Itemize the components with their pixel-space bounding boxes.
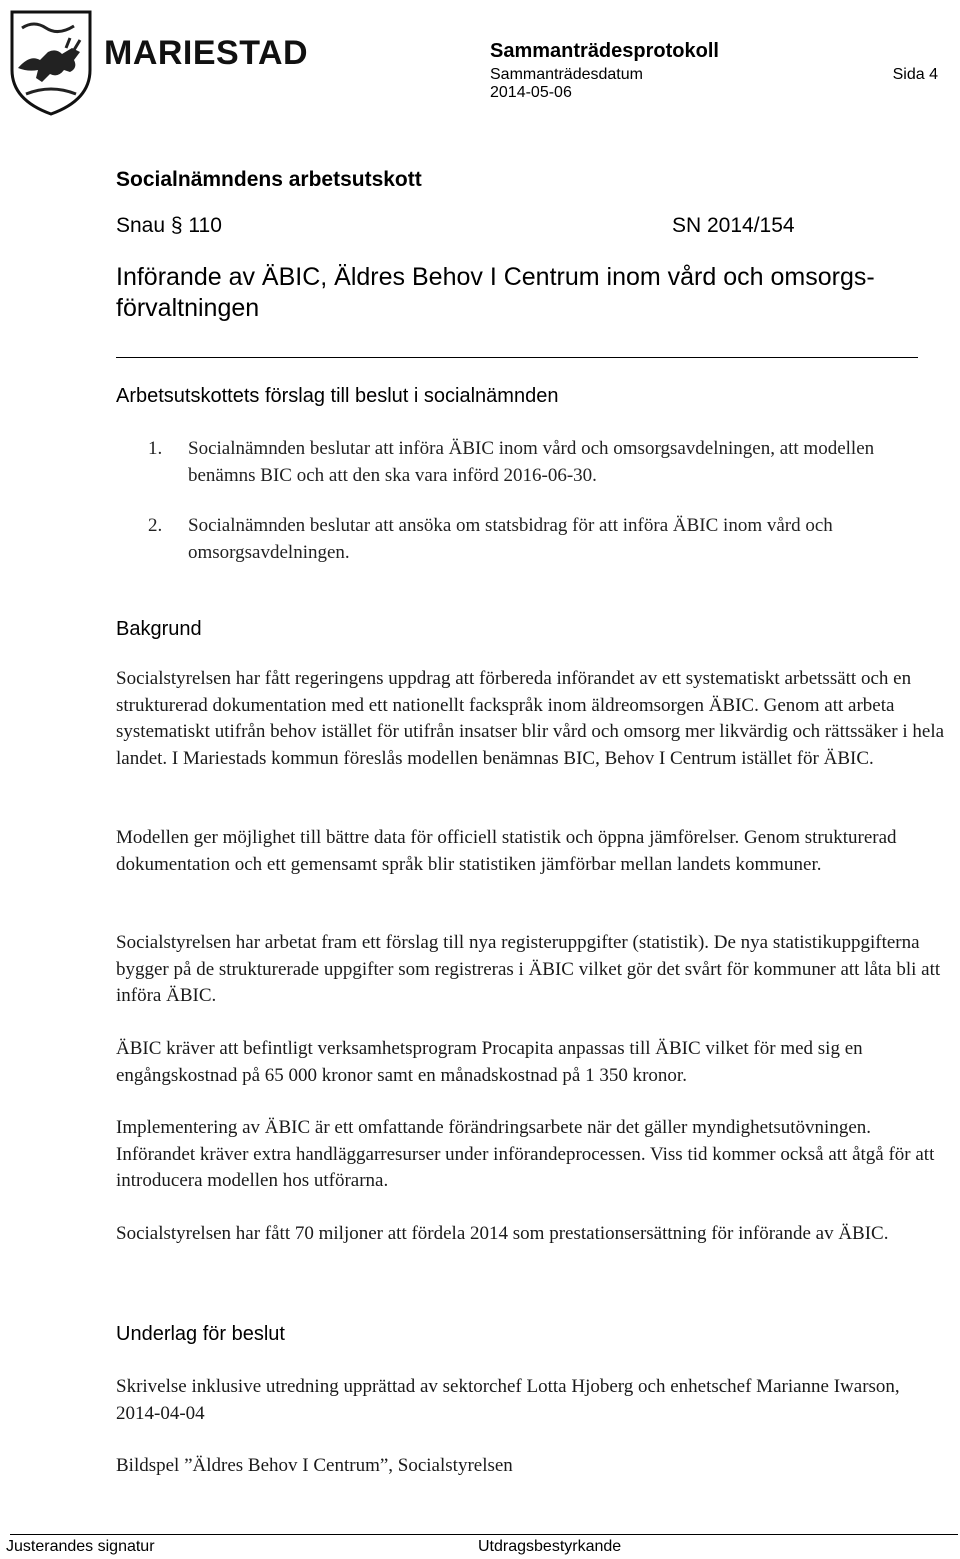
footer-divider — [10, 1534, 958, 1535]
item-text: Socialnämnden beslutar att ansöka om statsbidrag för att införa ÄBIC inom vård och omsorgsavdelningen. — [188, 515, 833, 563]
item-number: 1. — [148, 438, 163, 459]
background-paragraph: Implementering av ÄBIC är ett omfattande förändringsarbete när det gäller myndighetsutövningen. Införandet kräver extra handläggarresurser under införandeprocessen. Viss tid kommer också att åtgå för att introducera modellen hos utförarna. — [116, 1117, 935, 1191]
item-text: Socialnämnden beslutar att införa ÄBIC inom vård och omsorgsavdelningen, att modellen benämns BIC och att den ska vara införd 2016-06-30. — [188, 438, 875, 486]
background-paragraph: Modellen ger möjlighet till bättre data för officiell statistik och öppna jämförelser. Genom strukturerad dokumentation och ett gemensamt språk blir statistiken jämförbar mellan landets kommuner. — [116, 827, 897, 875]
logo-wordmark: MARIESTAD — [104, 34, 309, 72]
document-title: Sammanträdesprotokoll — [490, 40, 719, 62]
mariestad-coat-of-arms-icon — [8, 8, 94, 118]
proposal-item — [148, 436, 918, 492]
reference-item: Bildspel ”Äldres Behov I Centrum”, Socialstyrelsen — [116, 1455, 513, 1476]
meeting-date-label: Sammanträdesdatum — [490, 66, 643, 83]
item-number: 2. — [148, 515, 163, 536]
page-number: Sida 4 — [892, 66, 938, 83]
subject-title: Införande av ÄBIC, Äldres Behov I Centrum inom vård och omsorgs-förvaltningen — [116, 263, 875, 322]
extract-certification-label: Utdragsbestyrkande — [478, 1538, 622, 1555]
divider-line — [116, 357, 918, 358]
proposal-heading: Arbetsutskottets förslag till beslut i socialnämnden — [116, 385, 559, 407]
committee-heading: Socialnämndens arbetsutskott — [116, 168, 422, 191]
case-number: SN 2014/154 — [672, 214, 795, 237]
basis-for-decision-heading: Underlag för beslut — [116, 1323, 285, 1345]
background-paragraph: ÄBIC kräver att befintligt verksamhetsprogram Procapita anpassas till ÄBIC vilket för med sig en engångskostnad på 65 000 kronor samt en månadskostnad på 1 350 kronor. — [116, 1038, 863, 1086]
meeting-date-value: 2014-05-06 — [490, 84, 572, 101]
background-paragraph: Socialstyrelsen har arbetat fram ett förslag till nya registeruppgifter (statistik). De nya statistikuppgifterna bygger på de strukturerade uppgifter som registreras i ÄBIC vilket gör det svårt för kommuner att låta bli att införa ÄBIC. — [116, 932, 941, 1006]
background-paragraph: Socialstyrelsen har fått regeringens uppdrag att förbereda införandet av ett systematiskt arbetssätt och en strukturerad dokumentation med ett nationellt fackspråk inom äldreomsorgen ÄBIC. Genom att arbeta systematiskt utifrån behov istället för utifrån insatser blir vård och omsorg mer likvärdig och rättssäker i hela landet. I Mariestads kommun föreslås modellen benämnas BIC, Behov I Centrum istället för ÄBIC. — [116, 668, 945, 769]
background-paragraph: Socialstyrelsen har fått 70 miljoner att fördela 2014 som prestationsersättning för införande av ÄBIC. — [116, 1223, 889, 1244]
reference-item: Skrivelse inklusive utredning upprättad av sektorchef Lotta Hjoberg och enhetschef Marianne Iwarson, 2014-04-04 — [116, 1376, 900, 1424]
proposal-item — [148, 513, 918, 569]
signature-label: Justerandes signatur — [6, 1538, 155, 1555]
section-number: Snau § 110 — [116, 214, 222, 237]
background-heading: Bakgrund — [116, 618, 202, 640]
